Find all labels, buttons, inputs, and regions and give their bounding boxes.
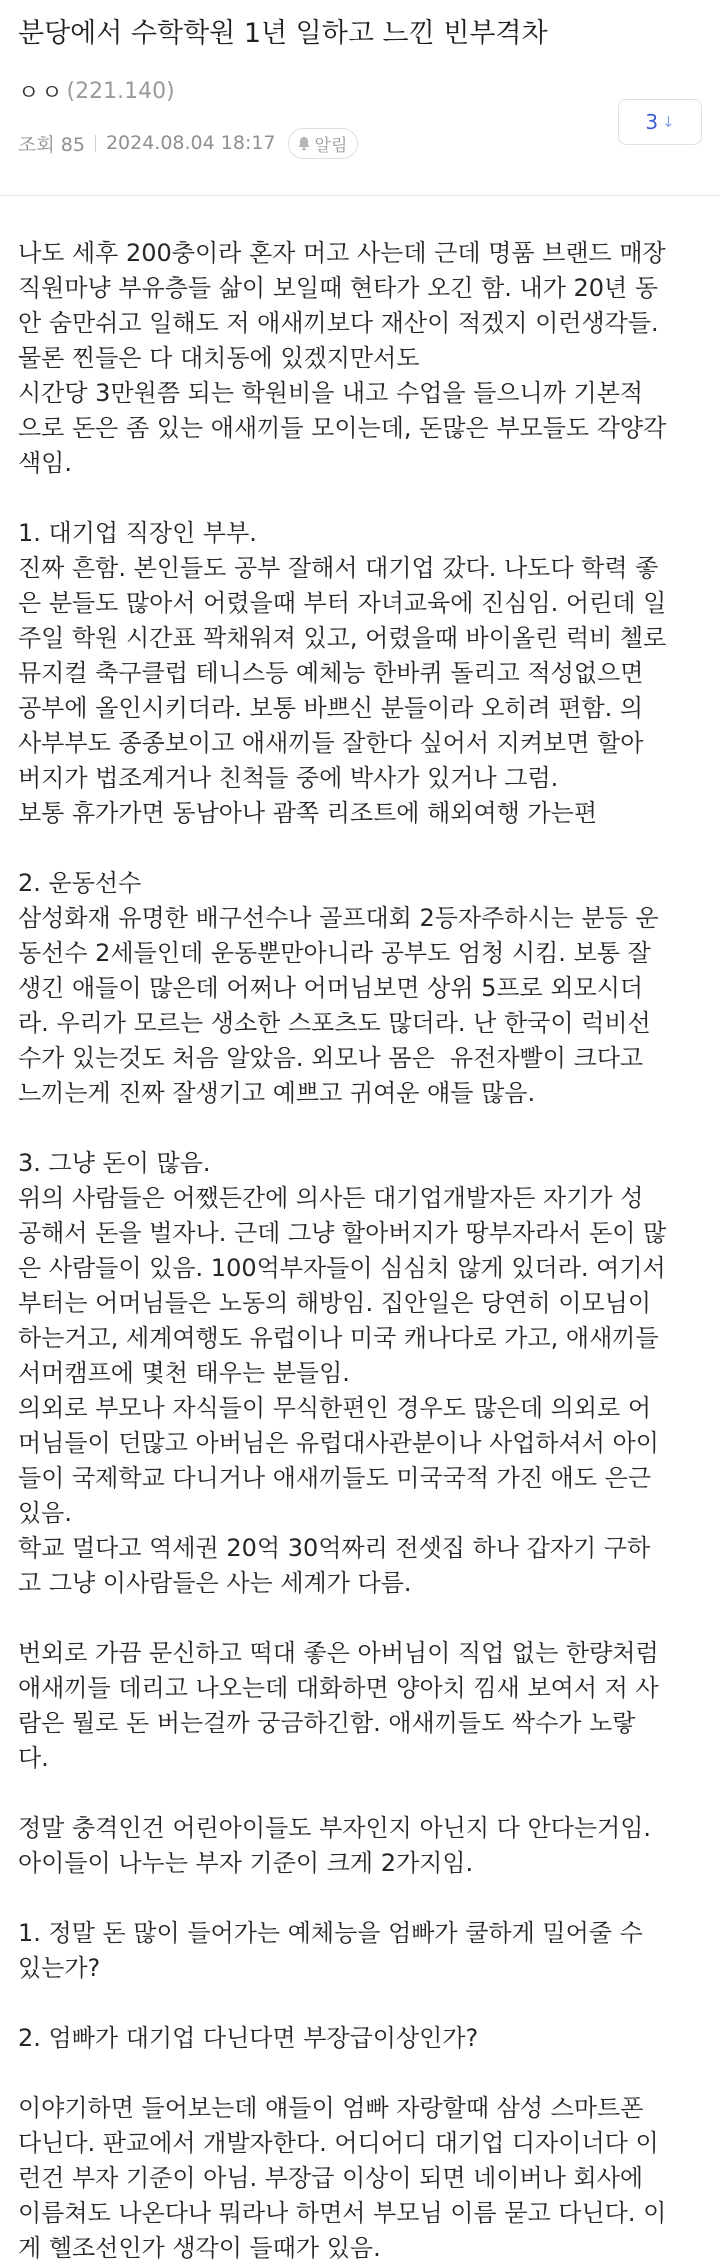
body-paragraph: 나도 세후 200충이라 혼자 머고 사는데 근데 명품 브랜드 매장 직원마냥 부유층들 삶이 보일때 현타가 오긴 함. 내가 20년 동 안 숨만쉬고 일해도 저 애새끼보다 재산이 적겠지 이런생각들. 물론 찐들은 다 대치동에 있겠지만서도 시간당 3만원쯤 되는 학원비을 내고 수업을 들으니까 기본적 으로 돈은 좀 있는 애새끼들 모이는데, 돈많은 부모들도 각양각 색임. xyxy=(18,239,667,477)
alarm-label: 알림 xyxy=(314,135,348,156)
body-paragraph: 1. 대기업 직장인 부부. 진짜 흔함. 본인들도 공부 잘해서 대기업 갔다. 나도다 학력 좋 은 분들도 많아서 어렸을때 부터 자녀교육에 진심임. 어린데 일 주일 학원 시간표 꽉채워져 있고, 어렸을때 바이올린 럭비 첼로 뮤지컬 축구클럽 테니스등 예체능 한바퀴 돌리고 적성없으면 공부에 올인시키더라. 보통 바쁘신 분들이라 오히려 편함. 의 사부부도 종종보이고 애새끼들 잘한다 싶어서 지켜보면 할아 버지가 법조계거나 친척들 중에 박사가 있거나 그럼. 보통 휴가가면 동남아나 괌쪽 리조트에 해외여행 가는편 xyxy=(18,519,667,827)
author-ip: (221.140) xyxy=(66,79,175,104)
author-name[interactable]: ㅇㅇ xyxy=(18,81,65,106)
body-paragraph: 이야기하면 들어보는데 얘들이 엄빠 자랑할때 삼성 스마트폰 다닌다. 판교에서 개발자한다. 어디어디 대기업 디자이너다 이 런건 부자 기준이 아님. 부장급 이상이 되면 네이버나 회사에 이름쳐도 나온다나 뭐라나 하면서 부모님 이름 묻고 다닌다. 이 게 헬조선인가 생각이 들때가 있음. xyxy=(18,2094,667,2262)
body-paragraph: 1. 정말 돈 많이 들어가는 예체능을 엄빠가 쿨하게 밀어줄 수 있는가? xyxy=(18,1919,643,1982)
meta-divider xyxy=(95,135,96,152)
post-datetime: 2024.08.04 18:17 xyxy=(105,132,276,154)
post-title: 분당에서 수학학원 1년 일하고 느낀 빈부격차 xyxy=(18,18,548,49)
body-paragraph: 2. 엄빠가 대기업 다닌다면 부장급이상인가? xyxy=(18,2024,479,2052)
body-paragraph: 2. 운동선수 삼성화재 유명한 배구선수나 골프대회 2등자주하시는 분등 운 동선수 2세들인데 운동뿐만아니라 공부도 엄청 시킴. 보통 잘 생긴 애들이 많은데 어쩌나 어머님보면 상위 5프로 외모시더 라. 우리가 모르는 생소한 스포츠도 많더라. 난 한국이 럭비선 수가 있는것도 처음 알았음. 외모나 몸은 유전자빨이 크다고 느끼는게 진짜 잘생기고 예쁘고 귀여운 얘들 많음. xyxy=(18,869,659,1107)
bell-icon xyxy=(297,136,311,151)
comment-count-button[interactable] xyxy=(618,99,702,145)
author-row xyxy=(18,76,702,107)
post-meta xyxy=(18,110,702,165)
body-paragraph: 3. 그냥 돈이 많음. 위의 사람들은 어쨌든간에 의사든 대기업개발자든 자기가 성 공해서 돈을 벌자나. 근데 그냥 할아버지가 땅부자라서 돈이 많 은 사람들이 있음. 100억부자들이 심심치 않게 있더라. 여기서 부터는 어머님들은 노동의 해방임. 집안일은 당연히 이모님이 하는거고, 세계여행도 유럽이나 미국 캐나다로 가고, 애새끼들 서머캠프에 몇천 태우는 분들임. 의외로 부모나 자식들이 무식한편인 경우도 많은데 의외로 어 머님들이 던많고 아버님은 유럽대사관분이나 사업하셔서 아이 들이 국제학교 다니거나 애새끼들도 미국국적 가진 애도 은근 있음. 학교 멀다고 역세권 20억 30억짜리 전셋집 하나 갑자기 구하 고 그냥 이사람들은 사는 세계가 다름. xyxy=(18,1149,667,1597)
arrow-down-icon: ↓ xyxy=(662,113,675,131)
post-header xyxy=(0,0,720,165)
view-count: 조회 85 xyxy=(18,133,85,156)
alarm-button[interactable] xyxy=(288,128,359,159)
comment-count: 3 xyxy=(645,110,659,134)
body-paragraph: 번외로 가끔 문신하고 떡대 좋은 아버님이 직업 없는 한량처럼 애새끼들 데리고 나오는데 대화하면 양아치 낌새 보여서 저 사 람은 뭘로 돈 버는걸까 궁금하긴함. 애새끼들도 싹수가 노랗 다. xyxy=(18,1639,659,1772)
body-paragraph: 정말 충격인건 어린아이들도 부자인지 아닌지 다 안다는거임. 아이들이 나누는 부자 기준이 크게 2가지임. xyxy=(18,1814,652,1877)
post-body xyxy=(0,196,720,2266)
